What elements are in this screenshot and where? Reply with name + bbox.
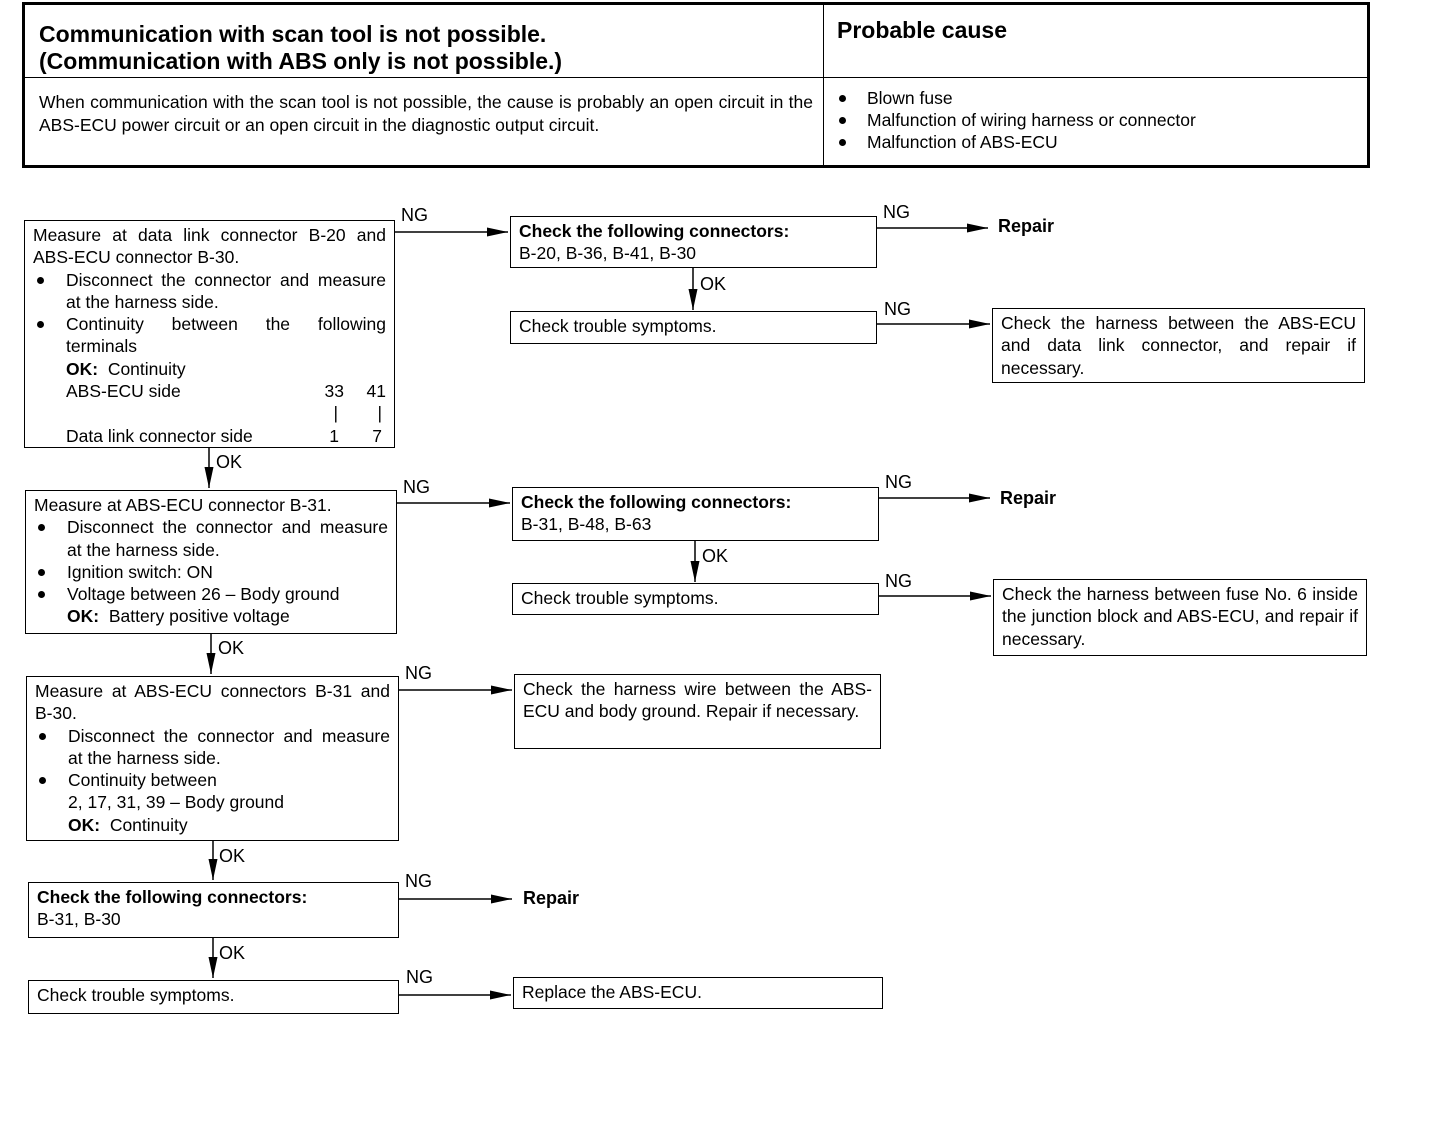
- ok-label: OK: [218, 638, 245, 658]
- ok-label: OK: [702, 546, 729, 566]
- pin: 41: [366, 381, 386, 402]
- title-line-1: Communication with scan tool is not possible.: [39, 21, 547, 47]
- step3-terminals: 2, 17, 31, 39 – Body ground: [68, 792, 284, 813]
- dlc-side-row: [33, 425, 386, 447]
- step3-ng-box: [514, 674, 881, 749]
- ng-label: NG: [885, 571, 912, 591]
- ok-prefix: OK:: [66, 358, 99, 379]
- ng-label: NG: [885, 472, 912, 492]
- ok-prefix: OK:: [67, 606, 100, 627]
- title-line-2: (Communication with ABS only is not possible.): [39, 48, 563, 74]
- ecu-side-label: ABS-ECU side: [66, 381, 181, 402]
- step1-ok: [33, 358, 386, 380]
- step1-intro: Measure at data link connector B-20 and ABS-ECU connector B-30.: [33, 225, 386, 268]
- ok-value: Continuity: [109, 814, 188, 835]
- pin-link-row: [33, 402, 386, 424]
- harness-text: Check the harness between fuse No. 6 inside the junction block and ABS-ECU, and repair if necessary.: [1002, 584, 1358, 649]
- probable-cause-title: Probable cause: [837, 17, 1008, 43]
- ecu-side-row: [33, 380, 386, 402]
- box-title: Check the following connectors:: [37, 887, 308, 907]
- harness-text: Check the harness between the ABS-ECU and data link connector, and repair if necessary.: [1001, 313, 1356, 378]
- step2-box: [25, 490, 397, 634]
- ng-label: NG: [884, 299, 911, 319]
- pin: 1: [329, 425, 339, 446]
- step5-symptoms-box: Check trouble symptoms.: [28, 980, 399, 1014]
- ok-label: OK: [219, 846, 246, 866]
- repair-label: Repair: [523, 888, 580, 908]
- step3-ok: [35, 814, 390, 836]
- step1-bullet: Continuity between the following terminals: [33, 313, 386, 358]
- ok-label: OK: [700, 274, 727, 294]
- step3-box: [26, 676, 399, 841]
- dlc-side-label: Data link connector side: [66, 425, 253, 446]
- harness-text: Check the harness wire between the ABS-ECU and body ground. Repair if necessary.: [523, 679, 872, 722]
- step2-bullet: Ignition switch: ON: [34, 561, 388, 583]
- connector-list: B-20, B-36, B-41, B-30: [519, 243, 697, 264]
- replace-ecu-box: Replace the ABS-ECU.: [513, 977, 883, 1009]
- repair-label: Repair: [1000, 488, 1057, 508]
- ng-label: NG: [405, 663, 432, 683]
- ok-label: OK: [219, 943, 246, 963]
- step3-intro: Measure at ABS-ECU connectors B-31 and B-30.: [35, 681, 390, 724]
- ng-label: NG: [406, 967, 433, 987]
- step2-bullet: Disconnect the connector and measure at the harness side.: [34, 516, 388, 561]
- pin: 7: [372, 425, 382, 446]
- connector-list: B-31, B-48, B-63: [521, 514, 652, 535]
- ng-label: NG: [883, 202, 910, 222]
- header-description: When communication with the scan tool is not possible, the cause is probably an open circuit in the ABS-ECU power circuit or an open circuit in the diagnostic output circuit.: [39, 92, 813, 135]
- repair-label: Repair: [998, 216, 1055, 236]
- step2-harness-box: [993, 579, 1367, 656]
- step3-bullet: Continuity between: [35, 769, 390, 791]
- ok-value: Continuity: [107, 358, 186, 379]
- step2-ok: [34, 605, 388, 627]
- pin-link: |: [333, 403, 338, 424]
- ng-label: NG: [403, 477, 430, 497]
- box-title: Check the following connectors:: [521, 492, 792, 512]
- cause-item: Blown fuse: [835, 87, 1196, 109]
- step1-harness-box: [992, 308, 1365, 383]
- step1-bullet: Disconnect the connector and measure at the harness side.: [33, 269, 386, 314]
- step2-ng-connectors-box: [512, 487, 879, 541]
- cause-item: Malfunction of ABS-ECU: [835, 131, 1196, 153]
- ok-value: Battery positive voltage: [108, 606, 290, 627]
- cause-item: Malfunction of wiring harness or connector: [835, 109, 1196, 131]
- step4-connectors-box: [28, 882, 399, 938]
- connector-list: B-31, B-30: [37, 909, 121, 930]
- step1-box: [24, 220, 395, 448]
- step2-symptoms-box: Check trouble symptoms.: [512, 583, 879, 615]
- step2-bullet: Voltage between 26 – Body ground: [34, 583, 388, 605]
- ok-label: OK: [216, 452, 243, 472]
- step1-ng-connectors-box: [510, 216, 877, 268]
- ng-label: NG: [405, 871, 432, 891]
- ok-prefix: OK:: [68, 814, 101, 835]
- step3-bullet: Disconnect the connector and measure at the harness side.: [35, 725, 390, 770]
- pin: 33: [324, 381, 344, 402]
- ng-label: NG: [401, 205, 428, 225]
- box-title: Check the following connectors:: [519, 221, 790, 241]
- pin-link: |: [377, 403, 382, 424]
- step2-intro: Measure at ABS-ECU connector B-31.: [34, 495, 332, 515]
- step1-symptoms-box: Check trouble symptoms.: [510, 311, 877, 344]
